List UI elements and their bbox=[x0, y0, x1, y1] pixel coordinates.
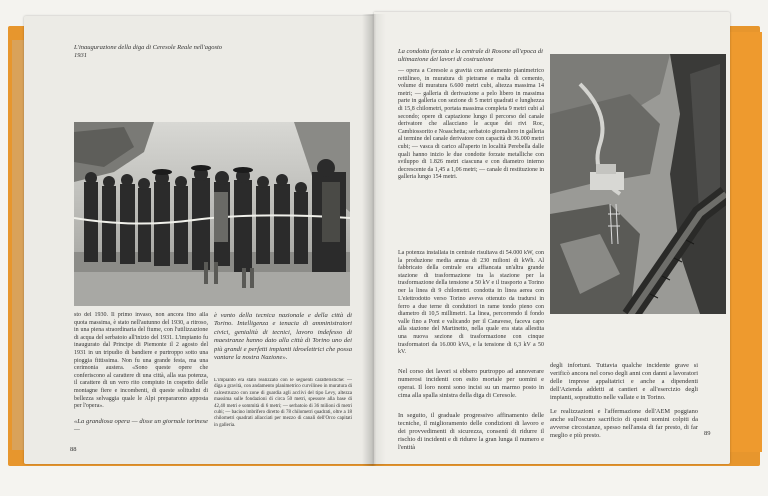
right-column-1-incidents-text: Nel corso dei lavori si ebbero purtroppo ad annoverare numerosi incidenti con esito mortale per uomini e operai. Il loro nomi sono incisi su un marmo posto in cima alla spalla sinistra della diga di Ceresole. bbox=[398, 368, 544, 399]
left-column-2-italic: è vanto della tecnica nazionale e della città di Torino. Intelligenza e tenacia di amministratori civici, genialità di tecnici, lavoro indefesso di maestranze hanno dato alla città di Torino uno dei più grandi e perfetti impianti idroelettrici che possa vantare la nostra Nazione». bbox=[214, 312, 352, 362]
right-column-2-text: degli infortuni. Tuttavia qualche incidente grave si verificò ancora nel corso degli anni con danni a lavoratori delle imprese appaltatrici e anche a dipendenti dell'Azienda addetti ai cantieri e all'esercizio degli impianti, soprattutto nelle vallate e in Torino. bbox=[550, 362, 698, 401]
right-page bbox=[374, 12, 730, 464]
right-column-1-text: — opera a Ceresole a gravità con andamento planimetrico rettilineo, in muratura di pietrame e malta di cemento, volume di muratura 6.600 metri cubi, altezza massima 14 metri; — galleria di derivazione a pelo libero in massima parte in galleria con sezione di 5 metri quadrati e lunghezza di 15,8 chilometri, portata massima completa 9 metri cubi al secondo; opere di captazione lungo il percorso del canale derivatore che allacciano le acque dei rivi Roc, Cambiossorito e Noaschetta; serbatoio giornaliero in galleria al termine del canale derivatore con capacità di 36.000 metri cubi; — vasca di carico all'aperto in località Perebella dalle quali hanno inizio le due condotte forzate metalliche con sviluppo di 1.826 metri ciascuna e con diametro interno decrescente da 1,45 a 1,06 metri; — canale di restituzione in galleria lungo 154 metri. bbox=[398, 68, 544, 181]
left-column-1-quote: «La grandiosa opera — disse un giornale torinese — bbox=[74, 418, 208, 434]
left-page-number: 88 bbox=[70, 446, 77, 453]
left-photo-caption: L'inaugurazione della diga di Ceresole Reale nell'agosto 1931 bbox=[74, 44, 223, 59]
right-photo-caption: La condotta forzata e la centrale di Rosone all'epoca di ultimazione dei lavori di costruzione bbox=[398, 48, 543, 63]
right-column-1-end-text: In seguito, il graduale progressivo affinamento delle tecniche, il miglioramento delle condizioni di lavoro e dei provvedimenti di sicurezza, consentì di ridurre il rischio di incidenti e di ridurre la gran lunga il numero e l'entità bbox=[398, 412, 544, 451]
inauguration-photo-image bbox=[74, 122, 350, 306]
left-column-2-text: L'impianto era stato realizzato con le seguenti caratteristiche: — diga a gravità, con andamento planimetrico curvilineo in muratura di calcestruzzo con zone di guardia agli acclivi del tipo Levy, altezza massima sulle fondazioni di circa 50 metri, spessore alla base di 42,40 metri e sommità di 6 metri; — serbatoio di 36 milioni di metri cubi; — bacino imbrifero diretto di 78 chilometri quadrati, oltre a 18 chilometri quadrati allacciati per mezzo di canali dell'Orco capitati in galleria. bbox=[214, 378, 352, 428]
left-column-1-text: sto del 1930. Il primo invaso, non ancora fino alla quota massima, è stato nell'autunno del 1930, a ritroso, in una piena straordinaria del fiume, con l'utilizzazione di acqua del serbatoio all'inizio del 1931. L'impianto fu inaugurato dal Principe di Piemonte il 2 agosto del 1931 in un tripudio di bandiere e purtroppo sotto una pioggia fittissima. Non fu una grande festa, ma una cerimonia austera. «Sono queste opere che conferiscono al carattere di una città, alla sua potenza, il carattere di un vero rito compiuto in cospetto delle montagne fiere e incombenti, di queste solitudini di bellezza selvaggia quale le Alpi prepararono apposta per l'opera». bbox=[74, 312, 208, 410]
book-gutter bbox=[362, 14, 386, 466]
right-column-1-line-text: L'elettrodotto verso Torino aveva ottenuto da tradursi in ferro a due terne di conduttori in rame tondo pieno con diametro di 10,5 millimetri. La linea, percorrendo il fondo valle fino a Pont e valicando per il Canavese, faceva capo alla stazione del Martinetto, nella quale era stata allestita una nuova sezione di trasformazione con cinque trasformatori da 16.000 kVA, e la tensione di 6,3 kV a 50 kV. bbox=[398, 296, 544, 356]
penstock-photo bbox=[550, 54, 726, 314]
left-page bbox=[24, 16, 374, 464]
right-column-2-tribute-text: Le realizzazioni e l'affermazione dell'AEM poggiano anche sull'oscuro sacrificio di questi uomini colpiti da avverse circostanze, spesso nell'ansia di far presto, di far meglio e più presto. bbox=[550, 408, 698, 439]
right-column-1-power-text: La potenza installata in centrale risultava di 54.000 kW, con la produzione media annua di 230 milioni di kWh. Al fabbricato della centrale era affiancata un'altra grande stazione di trasformazione tra la stazione per la trasformazione della tensione a 50 kV e il trasporto a Torino per la linea di 9 chilometri, condotta in linea aerea con bbox=[398, 250, 544, 292]
penstock-photo-image bbox=[550, 54, 726, 314]
inauguration-photo bbox=[74, 122, 350, 306]
right-page-number: 89 bbox=[704, 430, 711, 437]
